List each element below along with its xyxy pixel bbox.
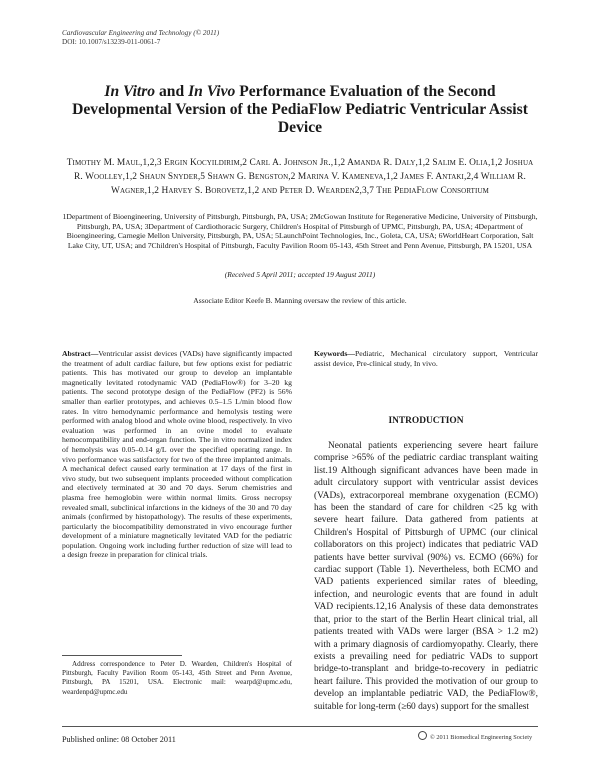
affiliations: 1Department of Bioengineering, University of Pittsburgh, Pittsburgh, PA, USA; 2McGowan Institute for Regenerative Medicine, University of Pittsburgh, Pittsburgh, PA, USA; 3Department of Cardiothoracic Surgery, Children's Hospital of Pittsburgh of UPMC, Pittsburgh, PA, USA; 4Department of Bioengineering, Carnegie Mellon University, Pittsburgh, PA, USA; 5LaunchPoint Technologies, Inc., Goleta, CA, USA; 6WorldHeart Corporation, Salt Lake City, UT, USA; and 7Children's Hospital of Pittsburgh, Faculty Pavilion Room 05-143, 45th Street and Penn Avenue, Pittsburgh, PA 15201, USA bbox=[62, 212, 538, 250]
copyright-notice bbox=[418, 731, 532, 742]
abstract-text: Ventricular assist devices (VADs) have significantly impacted the treatment of adult cardiac failure, but few options exist for pediatric patients. This has motivated our group to develop an implantable magnetically levitated rotodynamic VAD (PediaFlow®) for 3–20 kg patients. The second prototype design of the PediaFlow (PF2) is 56% smaller than earlier prototypes, and achieves 0.5–1.5 L/min blood flow rates. In vitro hemodynamic performance and hemolysis testing were performed with analog blood and whole ovine blood, respectively. In vivo evaluation was performed in an ovine model to evaluate hemocompatibility and end-organ function. The in vitro normalized index of hemolysis was 0.05–0.14 g/L over the specified operating range. In vivo performance was satisfactory for two of the three implanted animals. A mechanical defect caused early termination at 17 days of the first in vivo study, but two subsequent implants proceeded without complication and electively terminated at 30 and 70 days. Serum chemistries and plasma free hemoglobin were within normal limits. Gross necropsy revealed small, subclinical infarctions in the kidneys of the 30 and 70 day animals (confirmed by histopathology). The results of these experiments, particularly the biocompatibility demonstrated in vivo encourage further development of a miniature magnetically levitated VAD for the pediatric population. Ongoing work including further reduction of size will lead to a design freeze in preparation for clinical trials. bbox=[62, 349, 292, 560]
keywords bbox=[314, 349, 538, 368]
article-title bbox=[62, 83, 538, 137]
correspondence-footnote: Address correspondence to Peter D. Wearden, Children's Hospital of Pittsburgh, Faculty Pavilion Room 05-143, 45th Street and Penn Avenue, Pittsburgh, PA 15201, USA. Electronic mail: wearpd@upmc.edu, weardenpd@upmc.edu bbox=[62, 660, 292, 696]
journal-name: Cardiovascular Engineering and Technology (© 2011) bbox=[62, 29, 220, 37]
footer-divider bbox=[62, 726, 538, 727]
society-logo-icon bbox=[418, 731, 427, 740]
title-and: and bbox=[155, 83, 189, 100]
abstract-label: Abstract— bbox=[62, 349, 99, 358]
received-dates: (Received 5 April 2011; accepted 19 August 2011) bbox=[224, 270, 376, 279]
copyright-text: © 2011 Biomedical Engineering Society bbox=[430, 734, 533, 741]
keywords-label: Keywords— bbox=[314, 349, 355, 358]
abstract bbox=[62, 349, 292, 560]
title-in-vivo: In Vivo bbox=[188, 83, 236, 100]
title-rest: Performance Evaluation of the Second Developmental Version of the PediaFlow Pediatric Ventricular Assist Device bbox=[72, 83, 528, 136]
associate-editor-note: Associate Editor Keefe B. Manning oversaw the review of this article. bbox=[193, 296, 407, 305]
title-in-vitro: In Vitro bbox=[104, 83, 156, 100]
doi: DOI: 10.1007/s13239-011-0061-7 bbox=[62, 38, 161, 46]
introduction-text: Neonatal patients experiencing severe heart failure comprise >65% of the pediatric cardiac transplant waiting list.19 Although significant advances have been made in adult circulatory support with ventricular assist devices (VADs), extracorporeal membrane oxygenation (ECMO) has been the standard of care for children <25 kg with severe heart failure. Data gathered from patients at Children's Hospital of Pittsburgh of UPMC (our clinical collaborators on this project) indicates that pediatric VAD patients have better survival (90%) vs. ECMO (66%) for cardiac support (Table 1). Nevertheless, both ECMO and VAD patients experienced similar rates of bleeding, infection, and neurologic events that are found in adult VAD recipients.12,16 Analysis of these data demonstrates that, prior to the start of the Berlin Heart clinical trial, all patients treated with VADs were larger (BSA > 1.2 m2) with a primary diagnosis of cardiomyopathy. Clearly, there exists a prevailing need for pediatric VADs to support bridge-to-transplant and bridge-to-recovery in pediatric heart failure. This provided the motivation of our group to develop an implantable pediatric VAD, the PediaFlow®, suitable for long-term (≥60 days) support for the smallest bbox=[314, 441, 538, 712]
published-online: Published online: 08 October 2011 bbox=[62, 735, 176, 744]
introduction-heading: INTRODUCTION bbox=[388, 416, 464, 426]
keywords-text: Pediatric, Mechanical circulatory support, Ventricular assist device, Pre-clinical study, In vivo. bbox=[314, 349, 538, 368]
footnote-divider bbox=[62, 655, 182, 656]
author-list: Timothy M. Maul,1,2,3 Ergin Kocyildirim,2 Carl A. Johnson Jr.,1,2 Amanda R. Daly,1,2 Salim E. Olia,1,2 Joshua R. Woolley,1,2 Shaun Snyder,5 Shawn G. Bengston,2 Marina V. Kameneva,1,2 James F. Antaki,2,4 William R. Wagner,1,2 Harvey S. Borovetz,1,2 and Peter D. Wearden2,3,7 The PediaFlow Consortium bbox=[66, 158, 534, 196]
